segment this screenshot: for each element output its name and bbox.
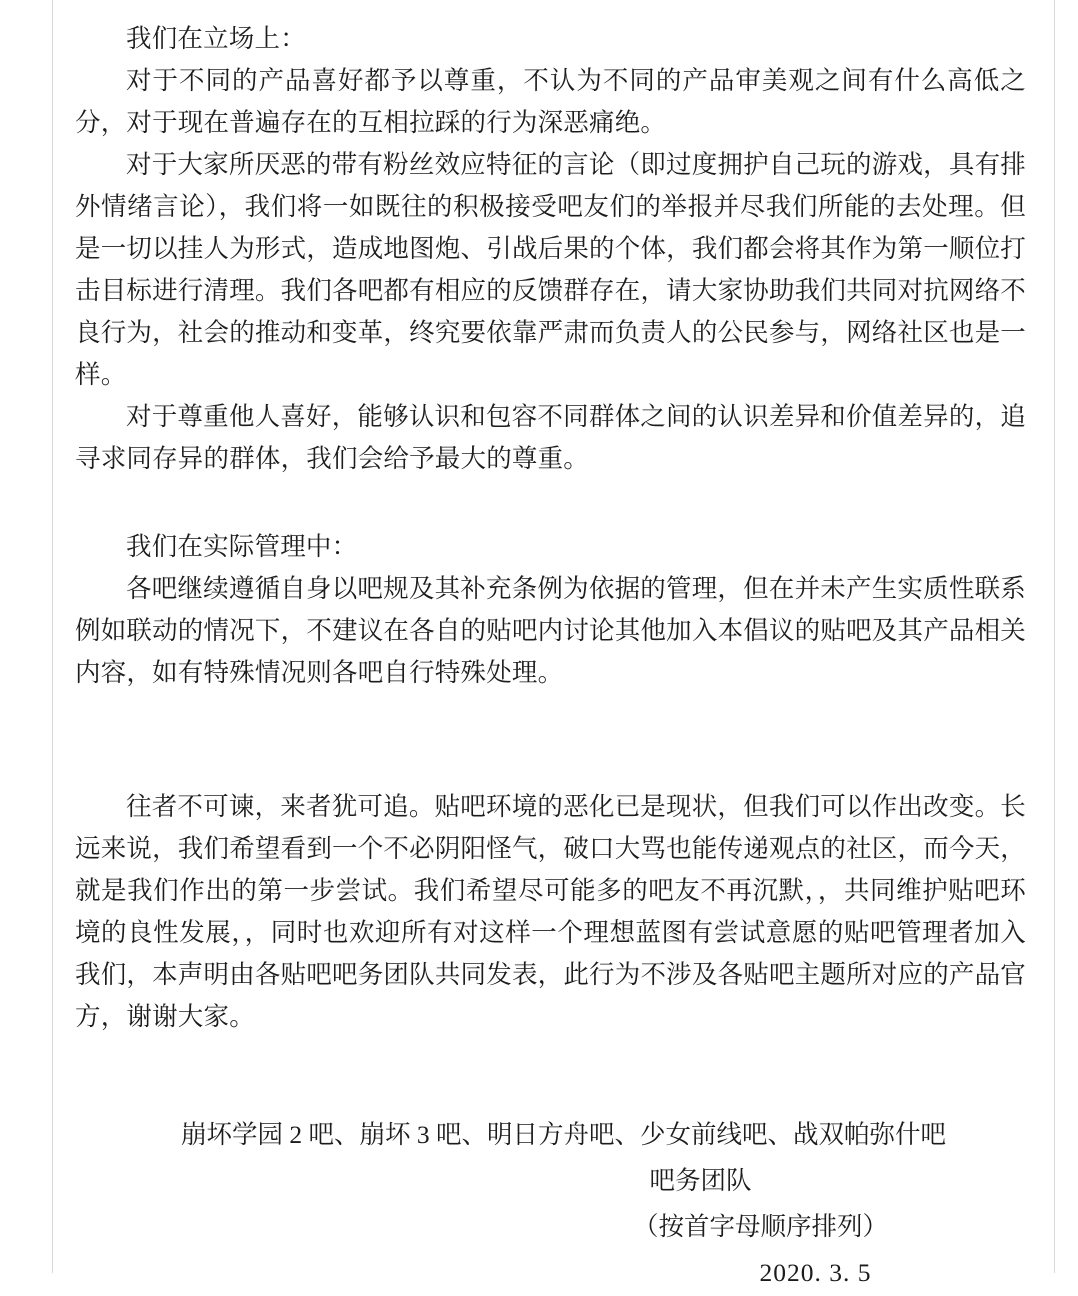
signature-date: 2020. 3. 5 <box>759 1258 872 1287</box>
section-stance-paragraph-3: 对于尊重他人喜好，能够认识和包容不同群体之间的认识差异和价值差异的，追寻求同存异的群体，我们会给予最大的尊重。 <box>75 402 1026 473</box>
signature-block <box>75 1112 1026 1296</box>
section-spacer-1 <box>75 480 1026 526</box>
signature-team: 吧务团队 <box>649 1166 752 1195</box>
section-management-paragraph-1: 各吧继续遵循自身以吧规及其补充条例为依据的管理，但在并未产生实质性联系例如联动的情况下，不建议在各自的贴吧内讨论其他加入本倡议的贴吧及其产品相关内容，如有特殊情况则各吧自行特殊处理。 <box>75 574 1026 687</box>
document-body <box>53 0 1054 1287</box>
signature-organizations: 崩坏学园 2 吧、崩坏 3 吧、明日方舟吧、少女前线吧、战双帕弥什吧 <box>180 1120 946 1149</box>
section-management-heading: 我们在实际管理中： <box>126 532 358 561</box>
section-stance-paragraph-1: 对于不同的产品喜好都予以尊重，不认为不同的产品审美观之间有什么高低之分，对于现在普遍存在的互相拉踩的行为深恶痛绝。 <box>75 66 1026 137</box>
section-stance-heading: 我们在立场上： <box>126 24 306 53</box>
closing-paragraph: 往者不可谏，来者犹可追。贴吧环境的恶化已是现状，但我们可以作出改变。长远来说，我们希望看到一个不必阴阳怪气，破口大骂也能传递观点的社区，而今天，就是我们作出的第一步尝试。我们希望尽可能多的吧友不再沉默，，共同维护贴吧环境的良性发展，，同时也欢迎所有对这样一个理想蓝图有尝试意愿的贴吧管理者加入我们，本声明由各贴吧吧务团队共同发表，此行为不涉及各贴吧主题所对应的产品官方，谢谢大家。 <box>75 792 1026 1031</box>
page-right-rule <box>1054 0 1055 1273</box>
section-stance-paragraph-2: 对于大家所厌恶的带有粉丝效应特征的言论（即过度拥护自己玩的游戏，具有排外情绪言论），我们将一如既往的积极接受吧友们的举报并尽我们所能的去处理。但是一切以挂人为形式，造成地图炮、引战后果的个体，我们都会将其作为第一顺位打击目标进行清理。我们各吧都有相应的反馈群存在，请大家协助我们共同对抗网络不良行为，社会的推动和变革，终究要依靠严肃而负责人的公民参与，网络社区也是一样。 <box>75 150 1026 389</box>
section-spacer-2 <box>75 694 1026 786</box>
signature-note: （按首字母顺序排列） <box>632 1212 888 1241</box>
